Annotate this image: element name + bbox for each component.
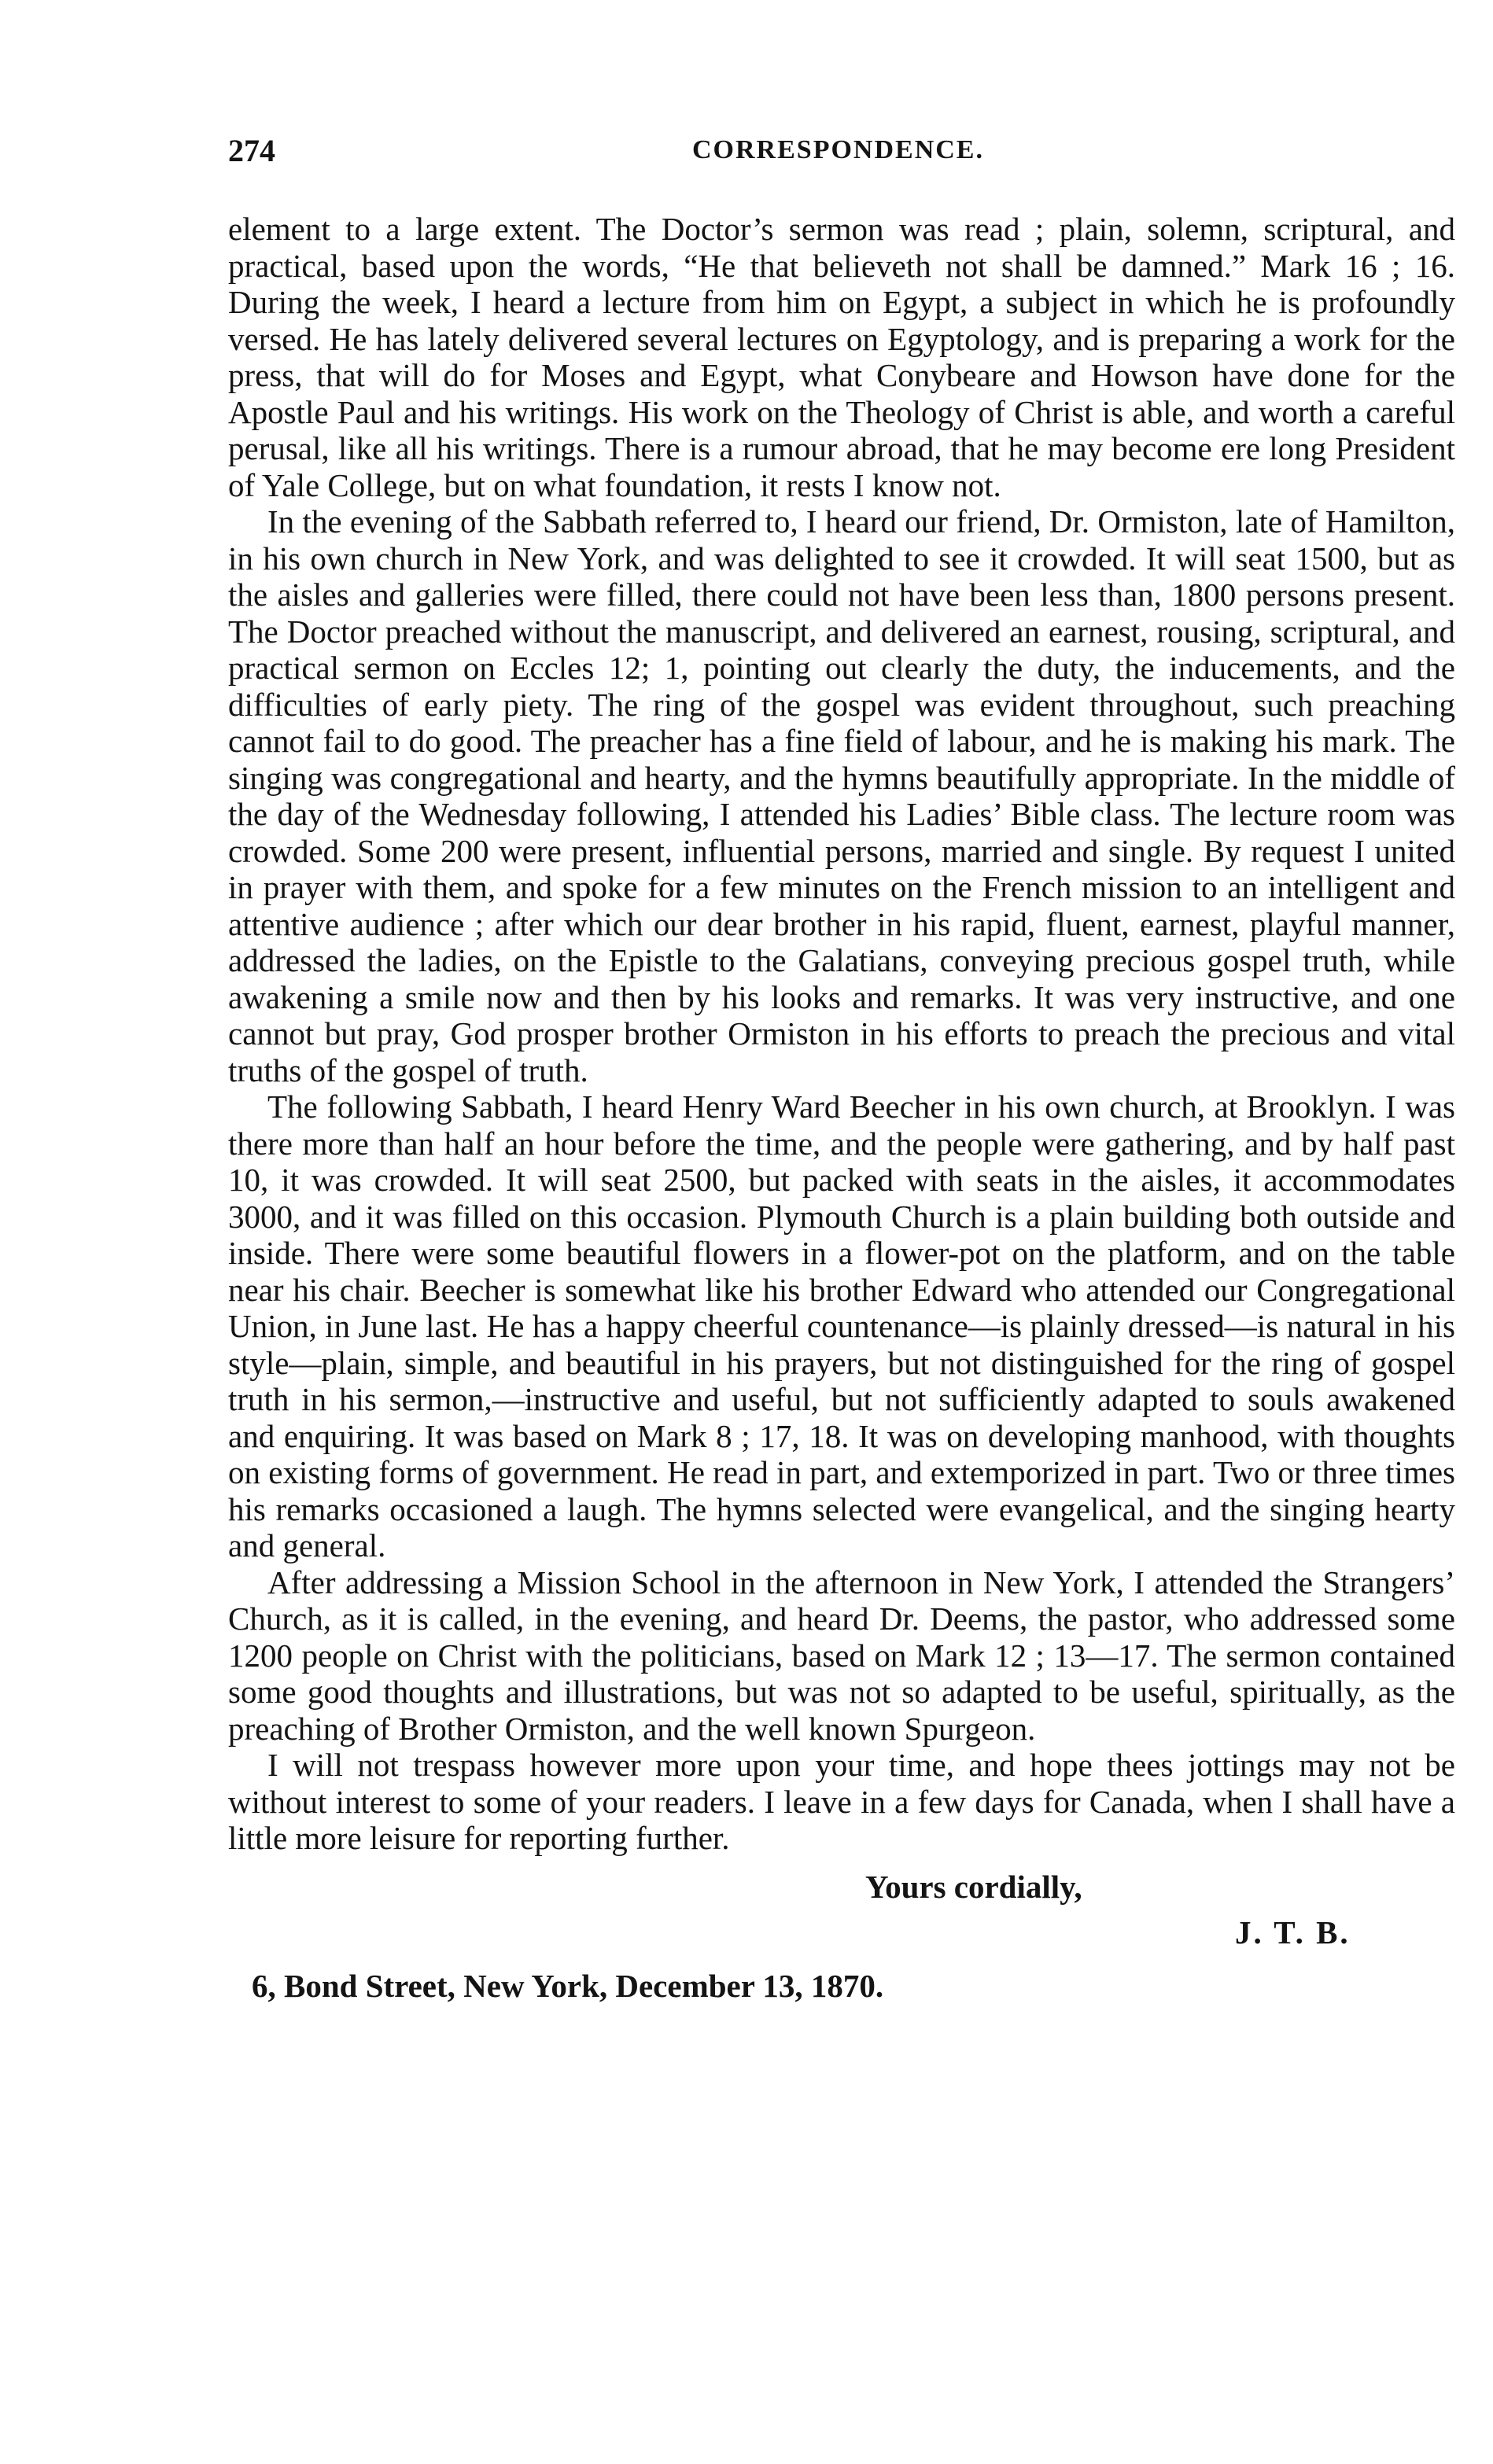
valediction: Yours cordially, xyxy=(865,1868,1082,1905)
page-header xyxy=(228,118,1455,181)
letter-closing xyxy=(228,1857,1455,2030)
signature: J. T. B. xyxy=(1235,1913,1351,1950)
letter-body xyxy=(228,211,1455,1857)
page-number: 274 xyxy=(228,133,275,168)
address-date-line: 6, Bond Street, New York, December 13, 1870. xyxy=(252,1967,884,2004)
paragraph-beecher: The following Sabbath, I heard Henry Ward Beecher in his own church, at Brooklyn. I was there more than half an hour before the time, and the people were gathering, and by half past 10, it was crowded. It will seat 2500, but packed with seats in the aisles, it accommodates 3000, and it was filled on this occasion. Plymouth Church is a plain building both outside and inside. There were some beautiful flowers in a flower-pot on the platform, and on the table near his chair. Beecher is somewhat like his brother Edward who attended our Congregational Union, in June last. He has a happy cheerful countenance—is plainly dressed—is natural in his style—plain, simple, and beautiful in his prayers, but not distinguished for the ring of gospel truth in his sermon,—instructive and useful, but not sufficiently adapted to souls awakened and enquiring. It was based on Mark 8 ; 17, 18. It was on developing manhood, with thoughts on existing forms of government. He read in part, and extemporized in part. Two or three times his remarks occasioned a laugh. The hymns selected were evangelical, and the singing hearty and general. xyxy=(228,1088,1455,1563)
paragraph-ormiston: In the evening of the Sabbath referred to, I heard our friend, Dr. Ormiston, late of Hamilton, in his own church in New York, and was delighted to see it crowded. It will seat 1500, but as the aisles and galleries were filled, there could not have been less than, 1800 persons present. The Doctor preached without the manuscript, and delivered an earnest, rousing, scriptural, and practical sermon on Eccles 12; 1, pointing out clearly the duty, the inducements, and the difficulties of early piety. The ring of the gospel was evident throughout, such preaching cannot fail to do good. The preacher has a fine field of labour, and he is making his mark. The singing was congregational and hearty, and the hymns beautifully appropriate. In the middle of the day of the Wednesday following, I attended his Ladies’ Bible class. The lecture room was crowded. Some 200 were present, influential persons, married and single. By request I united in prayer with them, and spoke for a few minutes on the French mission to an intelligent and attentive audience ; after which our dear brother in his rapid, fluent, earnest, playful manner, addressed the ladies, on the Epistle to the Galatians, conveying precious gospel truth, while awakening a smile now and then by his looks and remarks. It was very instructive, and one cannot but pray, God prosper brother Ormiston in his efforts to preach the precious and vital truths of the gospel of truth. xyxy=(228,503,1455,1088)
paragraph-deems: After addressing a Mission School in the afternoon in New York, I attended the Strangers’ Church, as it is called, in the evening, and heard Dr. Deems, the pastor, who addressed some 1200 people on Christ with the politicians, based on Mark 12 ; 13—17. The sermon contained some good thoughts and illustrations, but was not so adapted to be useful, spiritually, as the preaching of Brother Ormiston, and the well known Spurgeon. xyxy=(228,1563,1455,1747)
paragraph-conclusion: I will not trespass however more upon your time, and hope thees jottings may not be without interest to some of your readers. I leave in a few days for Canada, when I shall have a little more leisure for reporting further. xyxy=(228,1747,1455,1856)
paragraph-continued: element to a large extent. The Doctor’s sermon was read ; plain, solemn, scriptural, and practical, based upon the words, “He that believeth not shall be damned.” Mark 16 ; 16. During the week, I heard a lecture from him on Egypt, a subject in which he is profoundly versed. He has lately delivered several lectures on Egyptology, and is preparing a work for the press, that will do for Moses and Egypt, what Conybeare and Howson have done for the Apostle Paul and his writings. His work on the Theology of Christ is able, and worth a careful perusal, like all his writings. There is a rumour abroad, that he may become ere long President of Yale College, but on what foundation, it rests I know not. xyxy=(228,211,1455,503)
running-head: CORRESPONDENCE. xyxy=(692,135,984,164)
page xyxy=(228,118,1455,2030)
